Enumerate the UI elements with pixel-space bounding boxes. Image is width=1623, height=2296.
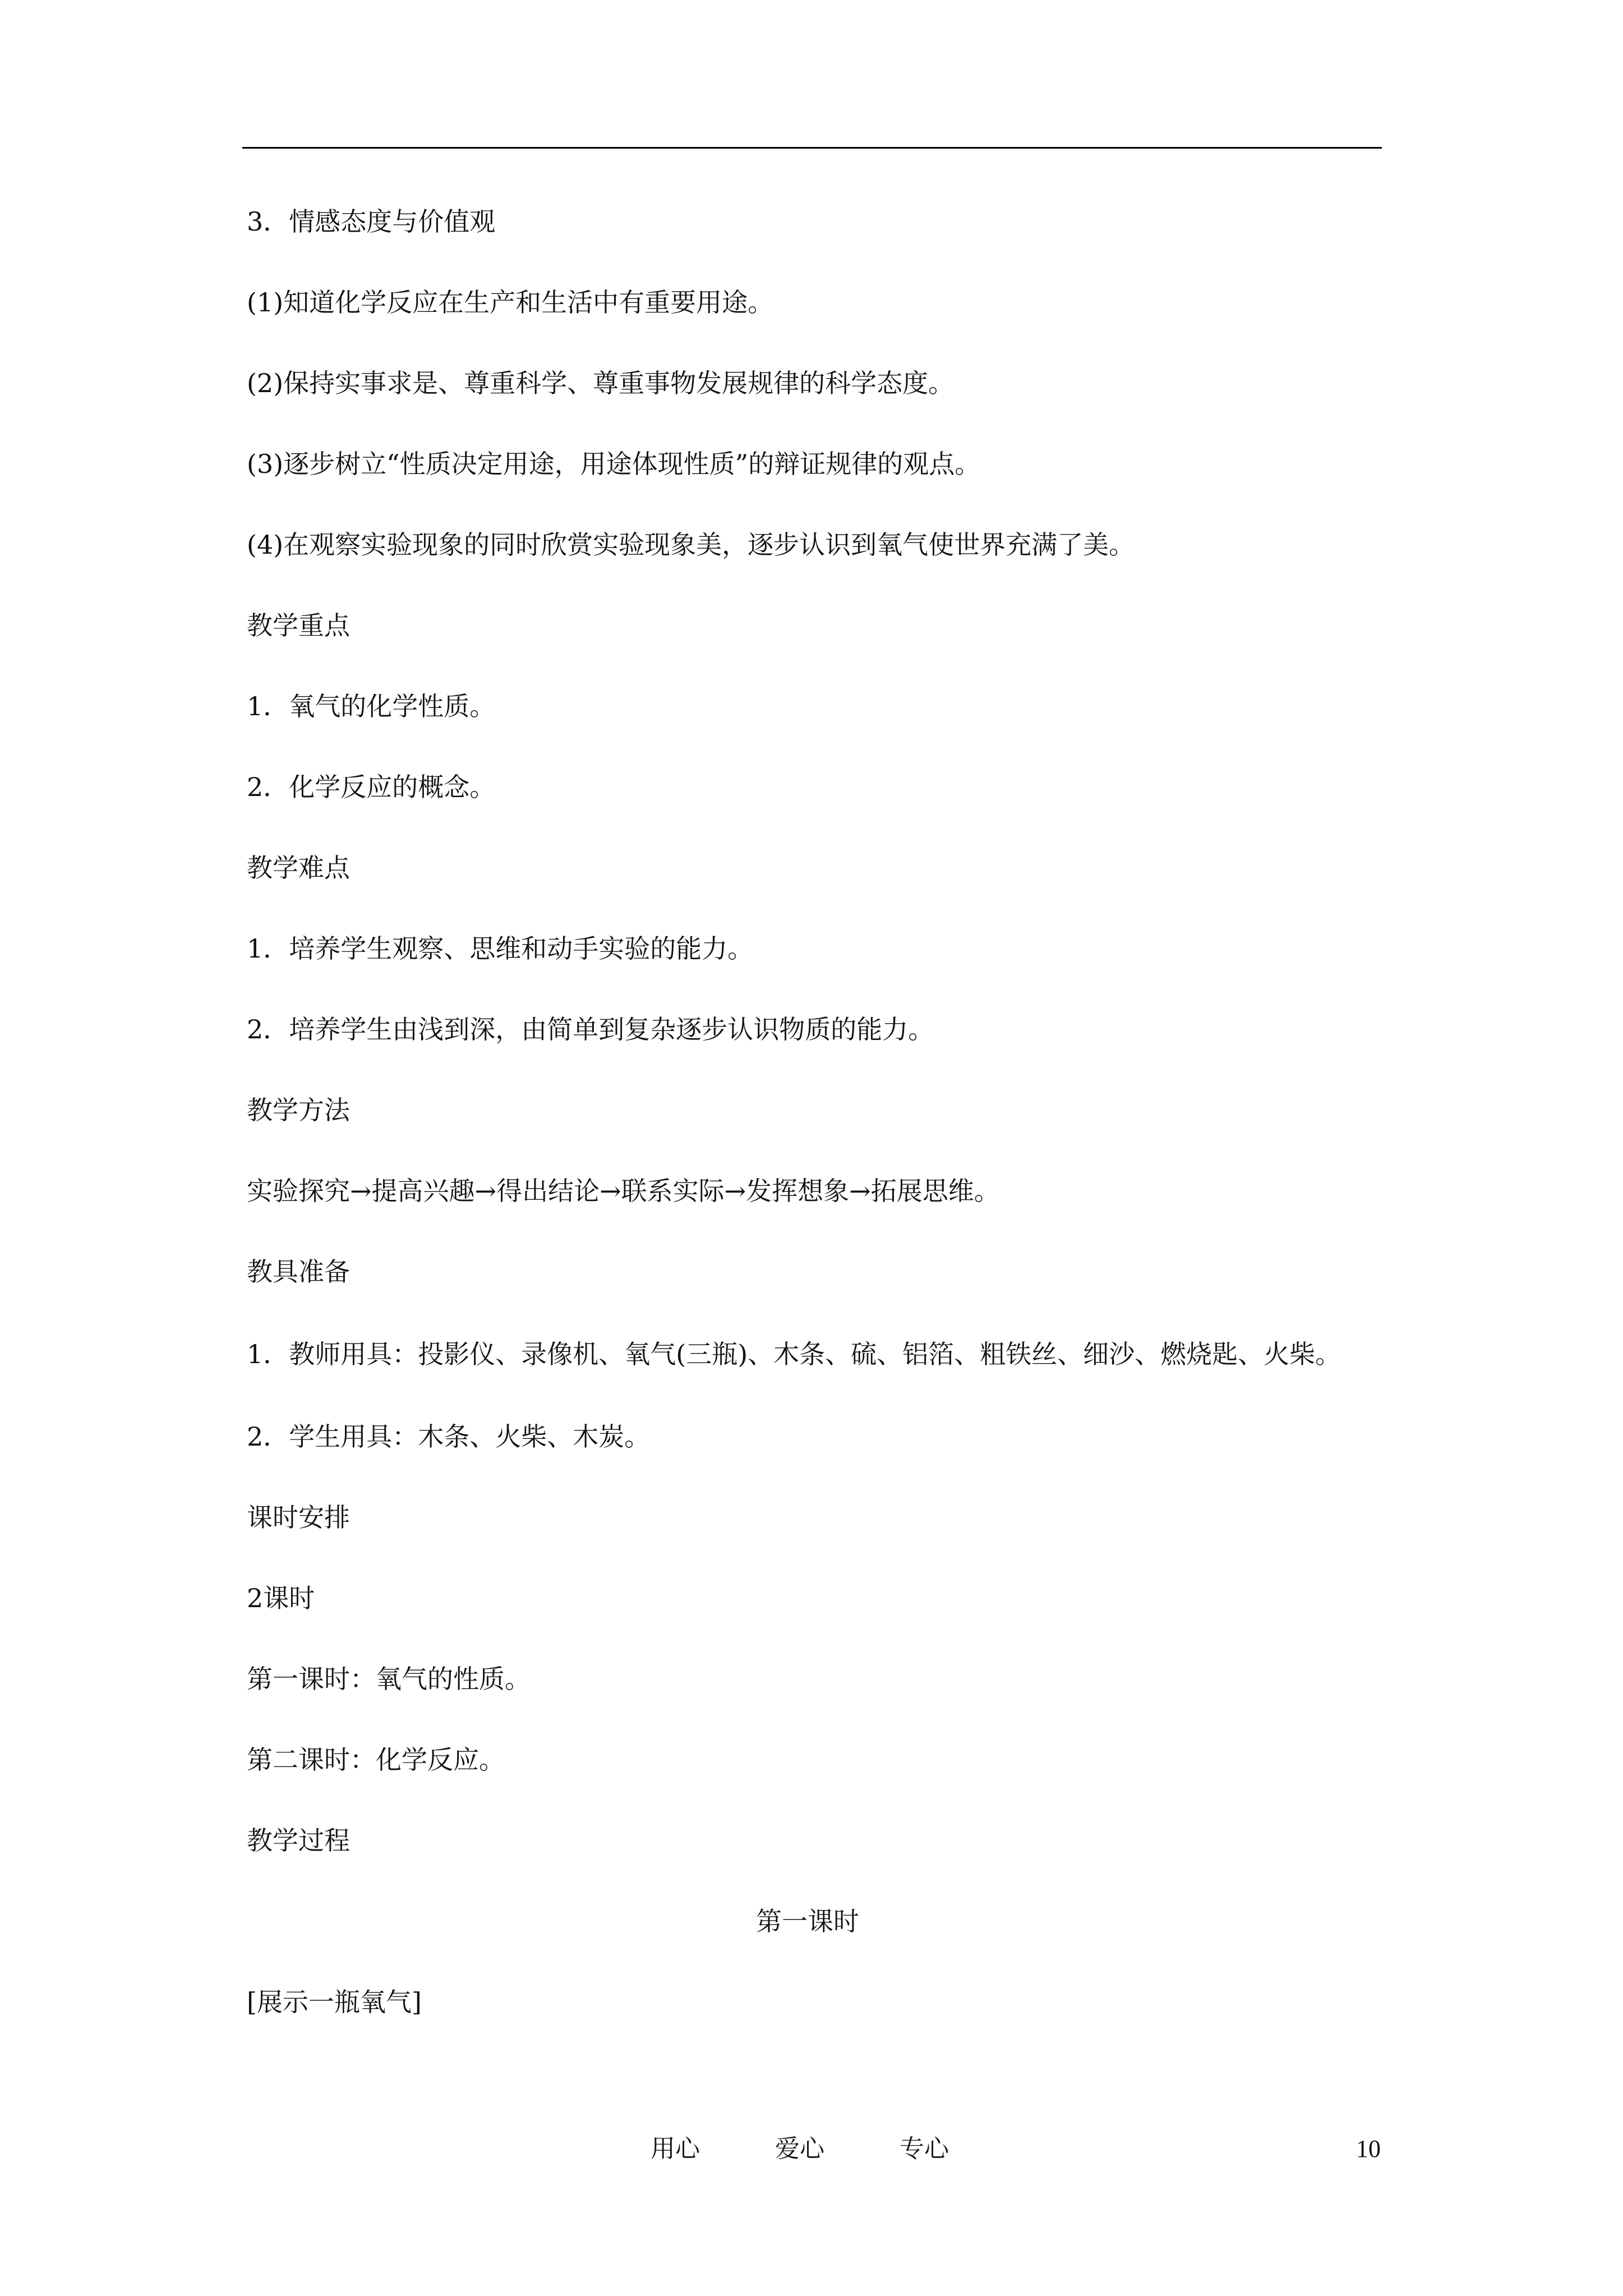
heading-methods: 教学方法	[247, 1095, 350, 1125]
paragraph-difficulty-1: 1．培养学生观察、思维和动手实验的能力。	[247, 933, 754, 964]
heading-equipment: 教具准备	[247, 1257, 350, 1287]
paragraph-key-point-1: 1．氧气的化学性质。	[247, 691, 496, 721]
page-number: 10	[1356, 2135, 1381, 2162]
paragraph-attitude-4: (4)在观察实验现象的同时欣赏实验现象美，逐步认识到氧气使世界充满了美。	[247, 530, 1135, 560]
paragraph-attitude-2: (2)保持实事求是、尊重科学、尊重事物发展规律的科学态度。	[247, 368, 955, 398]
header-rule	[242, 147, 1382, 149]
page-footer	[0, 2129, 1623, 2169]
footer-motto-item: 用心	[651, 2134, 700, 2163]
paragraph-difficulty-2: 2．培养学生由浅到深，由简单到复杂逐步认识物质的能力。	[247, 1014, 934, 1045]
footer-motto-item: 专心	[900, 2134, 949, 2163]
paragraph-lesson-count: 2课时	[247, 1583, 315, 1613]
paragraph-attitude-1: (1)知道化学反应在生产和生活中有重要用途。	[247, 287, 774, 318]
paragraph-teacher-equipment: 1．教师用具：投影仪、录像机、氧气(三瓶)、木条、硫、铝箔、粗铁丝、细沙、燃烧匙、火柴。	[247, 1339, 1341, 1369]
lesson-one-title: 第一课时	[756, 1906, 859, 1936]
paragraph-attitude-3: (3)逐步树立“性质决定用途，用途体现性质”的辩证规律的观点。	[247, 449, 981, 479]
footer-motto	[651, 2129, 1016, 2169]
heading-key-points: 教学重点	[247, 610, 350, 641]
section-heading-attitudes: 3．情感态度与价值观	[247, 206, 496, 237]
paragraph-student-equipment: 2．学生用具：木条、火柴、木炭。	[247, 1421, 651, 1452]
heading-process: 教学过程	[247, 1825, 350, 1856]
paragraph-methods: 实验探究→提高兴趣→得出结论→联系实际→发挥想象→拓展思维。	[247, 1176, 1000, 1206]
footer-motto-item: 爱心	[775, 2134, 824, 2163]
paragraph-key-point-2: 2．化学反应的概念。	[247, 772, 496, 802]
heading-schedule: 课时安排	[247, 1502, 350, 1533]
paragraph-demo-note: [展示一瓶氧气]	[247, 1987, 422, 2017]
paragraph-lesson-two: 第二课时：化学反应。	[247, 1745, 505, 1775]
heading-difficulties: 教学难点	[247, 853, 350, 883]
paragraph-lesson-one: 第一课时：氧气的性质。	[247, 1664, 531, 1694]
document-body	[247, 202, 1391, 2063]
